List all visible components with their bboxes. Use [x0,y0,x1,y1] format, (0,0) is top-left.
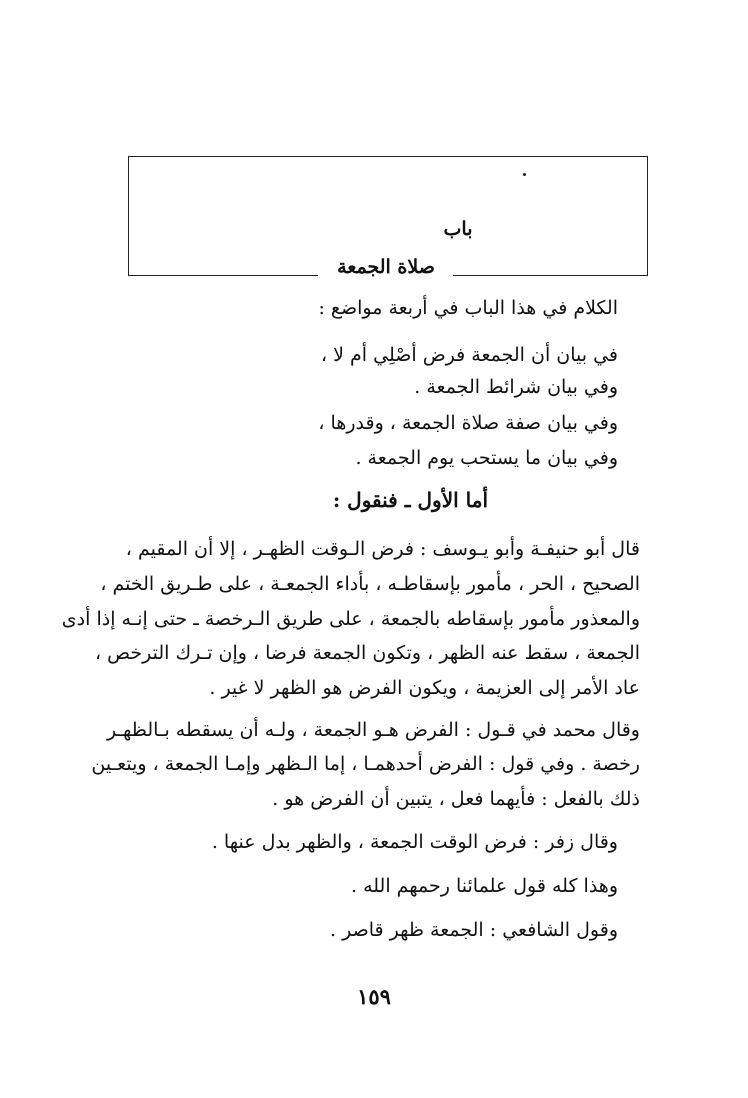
chapter-rule-right [453,275,648,276]
chapter-title: صلاة الجمعة [337,256,435,278]
chapter-rule-left [128,275,318,276]
paragraph-line: قال أبو حنيفـة وأبو يـوسف : فرض الـوقت الظهـر ، إلا أن المقيم ، [125,538,640,560]
intro-item: وفي بيان شرائط الجمعة . [414,376,618,398]
intro-item: وفي بيان صفة صلاة الجمعة ، وقدرها ، [318,412,618,434]
statement-line: وقول الشافعي : الجمعة ظهر قاصر . [330,919,618,941]
chapter-title-row [128,254,648,284]
section-heading: أما الأول ـ فنقول : [332,488,488,512]
intro-lead: الكلام في هذا الباب في أربعة مواضع : [318,297,618,319]
intro-item: وفي بيان ما يستحب يوم الجمعة . [355,447,618,469]
statement-line: وقال زفر : فرض الوقت الجمعة ، والظهر بدل عنها . [211,831,618,853]
chapter-label: باب [443,218,473,240]
paragraph-line: عاد الأمر إلى العزيمة ، ويكون الفرض هو الظهر لا غير . [209,677,640,699]
paragraph-line: وقال محمد في قـول : الفرض هـو الجمعة ، ولـه أن يسقطه بـالظهـر [106,719,640,741]
paragraph-line: رخصة . وفي قول : الفرض أحدهمـا ، إما الـظهر وإمـا الجمعة ، ويتعـين [91,753,640,775]
paragraph-line: الجمعة ، سقط عنه الظهر ، وتكون الجمعة فرضا ، وإن تـرك الترخص ، [94,642,640,664]
paragraph-line: والمعذور مأمور بإسقاطه بالجمعة ، على طريق الـرخصة ـ حتى إنـه إذا أدى [61,608,640,630]
ink-dot [523,173,526,176]
page-number: ١٥٩ [357,984,391,1009]
paragraph-line: الصحيح ، الحر ، مأمور بإسقاطـه ، بأداء الجمعـة ، على طـريق الختم ، [100,573,640,595]
statement-line: وهذا كله قول علمائنا رحمهم الله . [350,875,618,897]
intro-item: في بيان أن الجمعة فرض أصْلِي أم لا ، [321,344,618,366]
paragraph-line: ذلك بالفعل : فأيهما فعل ، يتبين أن الفرض هو . [272,788,640,810]
